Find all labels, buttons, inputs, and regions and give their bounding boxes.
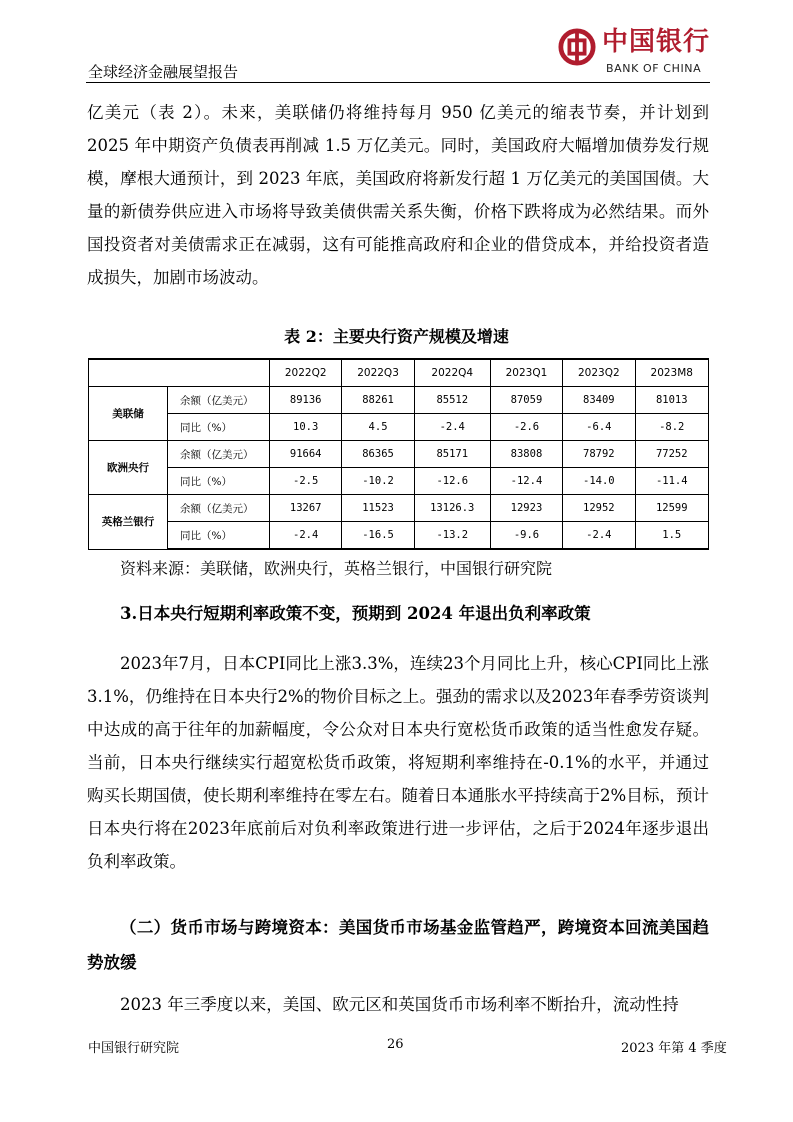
bank-label: 欧洲央行	[89, 441, 168, 495]
bank-of-china-logo	[558, 24, 710, 80]
table-cell: -11.4	[635, 468, 709, 495]
page-number: 26	[387, 1037, 404, 1052]
table-cell: 86365	[342, 441, 414, 468]
table-cell: 87059	[490, 387, 562, 414]
column-header: 2022Q3	[342, 359, 414, 387]
table-source-note: 资料来源：美联储，欧洲央行，英格兰银行，中国银行研究院	[120, 559, 553, 578]
table-cell: 4.5	[342, 414, 414, 441]
header-rule	[86, 82, 710, 83]
table-cell: 83808	[490, 441, 562, 468]
table-cell: -16.5	[342, 522, 414, 550]
column-header: 2022Q2	[270, 359, 342, 387]
table-cell: -12.6	[414, 468, 490, 495]
table-cell: 89136	[270, 387, 342, 414]
table-cell: -14.0	[563, 468, 635, 495]
table-cell: 88261	[342, 387, 414, 414]
metric-label: 同比（%）	[168, 414, 270, 441]
table-header-row	[89, 359, 709, 387]
table-cell: 12923	[490, 495, 562, 522]
table-cell: -2.6	[490, 414, 562, 441]
metric-label: 余额（亿美元）	[168, 495, 270, 522]
table-cell: 12952	[563, 495, 635, 522]
section-2-heading: （二）货币市场与跨境资本：美国货币市场基金监管趋严，跨境资本回流美国趋势放缓	[87, 918, 709, 972]
table-title: 表 2：主要央行资产规模及增速	[284, 327, 509, 346]
table-cell: -2.5	[270, 468, 342, 495]
paragraph-text: 2023 年三季度以来，美国、欧元区和英国货币市场利率不断抬升，流动性持	[120, 995, 679, 1014]
footer-period: 2023 年第 4 季度	[621, 1041, 727, 1056]
metric-label: 同比（%）	[168, 522, 270, 550]
body-paragraph-3	[87, 988, 709, 1021]
table-cell: -10.2	[342, 468, 414, 495]
table-cell: 1.5	[635, 522, 709, 550]
table-cell: 77252	[635, 441, 709, 468]
table-cell: 12599	[635, 495, 709, 522]
table-row	[89, 441, 709, 468]
table-cell: -2.4	[270, 522, 342, 550]
table-cell: 13267	[270, 495, 342, 522]
column-header: 2023M8	[635, 359, 709, 387]
table-cell: 10.3	[270, 414, 342, 441]
table-cell: 91664	[270, 441, 342, 468]
bank-label: 美联储	[89, 387, 168, 441]
table-cell: -8.2	[635, 414, 709, 441]
table-cell: 78792	[563, 441, 635, 468]
table-row	[89, 387, 709, 414]
table-cell: 11523	[342, 495, 414, 522]
footer-org: 中国银行研究院	[88, 1041, 180, 1056]
metric-label: 同比（%）	[168, 468, 270, 495]
table-cell: -6.4	[563, 414, 635, 441]
metric-label: 余额（亿美元）	[168, 387, 270, 414]
body-paragraph-1	[87, 96, 709, 294]
paragraph-text: 2023年7月，日本CPI同比上涨3.3%，连续23个月同比上升，核心CPI同比上涨3.1%，仍维持在日本央行2%的物价目标之上。强劲的需求以及2023年春季劳资谈判中达成的高于往年的加薪幅度，令公众对日本央行宽松货币政策的适当性愈发存疑。当前，日本央行继续实行超宽松货币政策，将短期利率维持在-0.1%的水平，并通过购买长期国债，使长期利率维持在零左右。随着日本通胀水平持续高于2%目标，预计日本央行将在2023年底前后对负利率政策进行进一步评估，之后于2024年逐步退出负利率政策。	[87, 654, 709, 871]
column-header: 2023Q2	[563, 359, 635, 387]
table-row	[89, 522, 709, 550]
table-cell: -13.2	[414, 522, 490, 550]
bank-label: 英格兰银行	[89, 495, 168, 550]
table-cell: 81013	[635, 387, 709, 414]
bank-emblem-icon	[558, 28, 596, 66]
paragraph-text: 亿美元（表 2）。未来，美联储仍将维持每月 950 亿美元的缩表节奏，并计划到 2025 年中期资产负债表再削减 1.5 万亿美元。同时，美国政府大幅增加债券发行规模，摩根大通预计，到 2023 年底，美国政府将新发行超 1 万亿美元的美国国债。大量的新债券供应进入市场将导致美债供需关系失衡，价格下跌将成为必然结果。而外国投资者对美债需求正在减弱，这有可能推高政府和企业的借贷成本，并给投资者造成损失，加剧市场波动。	[87, 103, 709, 287]
logo-english-text: BANK OF CHINA	[606, 62, 702, 75]
table-corner-cell	[89, 359, 270, 387]
table-cell: 13126.3	[414, 495, 490, 522]
table-cell: 85512	[414, 387, 490, 414]
metric-label: 余额（亿美元）	[168, 441, 270, 468]
table-cell: -2.4	[563, 522, 635, 550]
central-bank-assets-table	[88, 358, 709, 550]
table-row	[89, 468, 709, 495]
body-paragraph-2	[87, 647, 709, 878]
table-row	[89, 414, 709, 441]
table-cell: 83409	[563, 387, 635, 414]
column-header: 2022Q4	[414, 359, 490, 387]
report-title: 全球经济金融展望报告	[88, 63, 239, 81]
table-row	[89, 495, 709, 522]
table-cell: -2.4	[414, 414, 490, 441]
logo-chinese-text: 中国银行	[602, 27, 711, 57]
table-cell: 85171	[414, 441, 490, 468]
section-3-heading: 3.日本央行短期利率政策不变，预期到 2024 年退出负利率政策	[120, 604, 591, 623]
table-cell: -9.6	[490, 522, 562, 550]
table-cell: -12.4	[490, 468, 562, 495]
column-header: 2023Q1	[490, 359, 562, 387]
